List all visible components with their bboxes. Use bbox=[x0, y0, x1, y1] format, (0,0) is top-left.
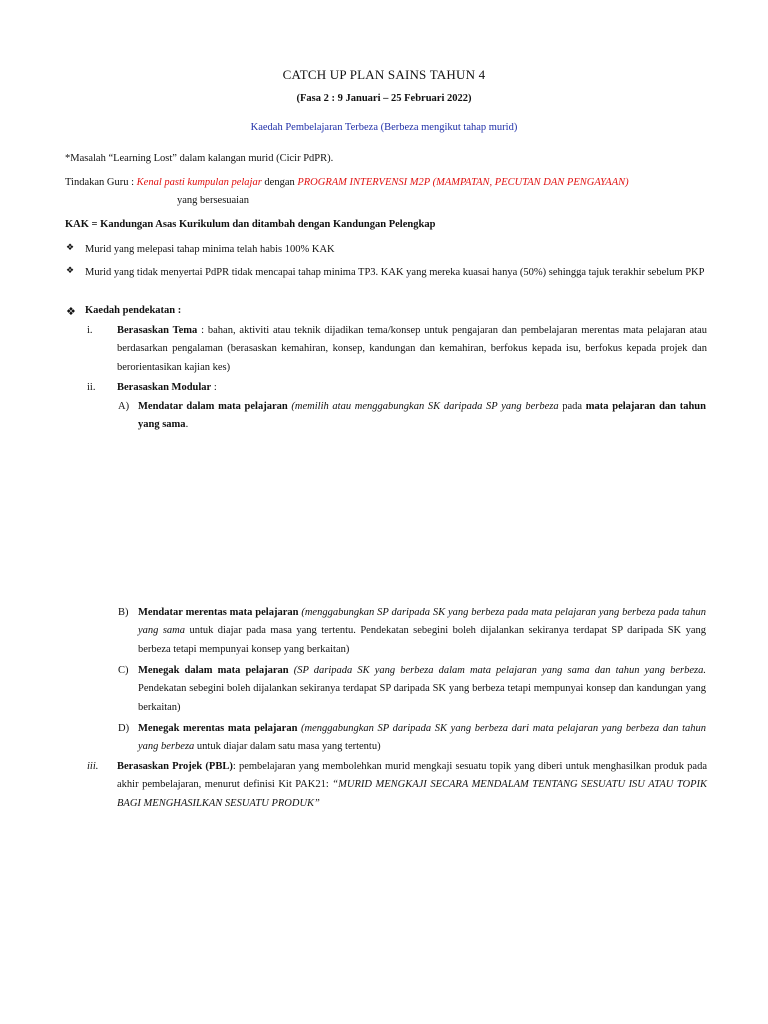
document-subtitle: (Fasa 2 : 9 Januari – 25 Februari 2022) bbox=[296, 93, 472, 104]
subitem-description: untuk diajar dalam satu masa yang tertentu) bbox=[194, 741, 381, 753]
item-number: iii. bbox=[87, 761, 99, 772]
numbered-item-iii bbox=[87, 758, 707, 813]
diamond-bullet-icon: ❖ bbox=[66, 243, 75, 253]
subitem-b bbox=[118, 604, 706, 659]
problem-statement: *Masalah “Learning Lost” dalam kalangan murid (Cicir PdPR). bbox=[65, 153, 334, 164]
item-quote: “MURID MENGKAJI SECARA MENDALAM TENTANG SESUATU ISU ATAU TOPIK BAGI MENGHASILKAN SESUATU PRODUK” bbox=[117, 779, 707, 809]
item-description: : bahan, aktiviti atau teknik dijadikan tema/konsep untuk pengajaran dan pembelajaran merentas mata pelajaran atau berdasarkan pengalaman (berasaskan kemahiran, konsep, kandungan dan kemahiran, berfokus kepada isu, berfokus kepada projek dan berorientasikan kajian kes) bbox=[117, 325, 708, 373]
kak-definition: KAK = Kandungan Asas Kurikulum dan ditambah dengan Kandungan Pelengkap bbox=[65, 219, 436, 230]
bullet-text: Murid yang melepasi tahap minima telah habis 100% KAK bbox=[85, 244, 335, 255]
bullet-item bbox=[66, 264, 706, 282]
subitem-italic: (menggabungkan SP daripada SK yang berbeza dari mata pelajaran yang berbeza dan tahun yang berbeza bbox=[138, 723, 706, 753]
item-description: : bbox=[211, 382, 217, 393]
diamond-bullet-icon: ❖ bbox=[66, 266, 75, 276]
subitem-description: Pendekatan sebegini boleh dijalankan sekiranya terdapat SP daripada SK yang berbeza tetapi mempunyai konsep dan kandungan yang berkaitan) bbox=[138, 683, 706, 713]
subitem-bold-2: mata pelajaran dan tahun yang sama bbox=[138, 401, 706, 431]
item-description: : pembelajaran yang membolehkan murid mengkaji sesuatu topik yang diberi untuk menghasilkan produk pada akhir pembelajaran, menurut definisi Kit PAK21: bbox=[117, 761, 707, 791]
subitem-title: Menegak merentas mata pelajaran bbox=[138, 723, 298, 734]
teacher-action-red-1: Kenal pasti kumpulan pelajar bbox=[136, 177, 262, 188]
item-title: Berasaskan Modular bbox=[117, 382, 212, 393]
document-title: CATCH UP PLAN SAINS TAHUN 4 bbox=[282, 67, 486, 82]
subitem-c bbox=[118, 662, 706, 717]
item-title: Berasaskan Tema bbox=[117, 325, 198, 336]
subitem-title: Menegak dalam mata pelajaran bbox=[138, 665, 289, 676]
teacher-action-label: Tindakan Guru : bbox=[65, 177, 137, 188]
subitem-d bbox=[118, 720, 706, 757]
teacher-action bbox=[65, 174, 705, 192]
item-number: ii. bbox=[87, 382, 96, 393]
approach-heading bbox=[66, 302, 706, 321]
subitem-italic: (memilih atau menggabungkan SK daripada SP yang berbeza bbox=[287, 401, 559, 412]
bullet-item bbox=[66, 241, 706, 259]
subitem-letter: D) bbox=[118, 723, 130, 734]
teacher-action-line2: yang bersesuaian bbox=[177, 195, 250, 206]
numbered-item-i bbox=[87, 322, 707, 377]
numbered-item-ii bbox=[87, 379, 707, 397]
subitem-title: Mendatar merentas mata pelajaran bbox=[138, 607, 299, 618]
subitem-letter: B) bbox=[118, 607, 129, 618]
diamond-bullet-icon: ❖ bbox=[66, 305, 76, 318]
subitem-letter: A) bbox=[118, 401, 130, 412]
subitem-a: A) Mendatar dalam mata pelajaran (memilih atau menggabungkan SK daripada SP yang berbeza pada mata pelajaran dan tahun yang sama. bbox=[118, 398, 706, 435]
subitem-italic: (menggabungkan SP daripada SK yang berbeza pada mata pelajaran yang berbeza pada tahun yang sama bbox=[138, 607, 707, 637]
subitem-letter: C) bbox=[118, 665, 129, 676]
subitem-title: Mendatar dalam mata pelajaran bbox=[138, 401, 288, 412]
item-number: i. bbox=[87, 325, 93, 336]
subitem-description: untuk diajar pada masa yang tertentu. Pendekatan sebegini boleh dijalankan sekiranya terdapat SP daripada SK yang berbeza tetapi mempunyai konsep yang berkaitan) bbox=[138, 625, 706, 655]
bullet-text: Murid yang tidak menyertai PdPR tidak mencapai tahap minima TP3. KAK yang mereka kuasai hanya (50%) sehingga tajuk terakhir sebelum PKP bbox=[85, 267, 705, 278]
teacher-action-middle: dengan bbox=[261, 177, 298, 188]
subitem-italic: (SP daripada SK yang berbeza dalam mata pelajaran yang sama dan tahun yang berbeza. bbox=[288, 665, 706, 676]
teacher-action-red-2: PROGRAM INTERVENSI M2P (MAMPATAN, PECUTAN DAN PENGAYAAN) bbox=[297, 177, 629, 188]
method-heading: Kaedah Pembelajaran Terbeza (Berbeza mengikut tahap murid) bbox=[250, 122, 518, 133]
item-title: Berasaskan Projek (PBL) bbox=[117, 761, 233, 772]
approach-heading-text: Kaedah pendekatan : bbox=[85, 305, 182, 316]
